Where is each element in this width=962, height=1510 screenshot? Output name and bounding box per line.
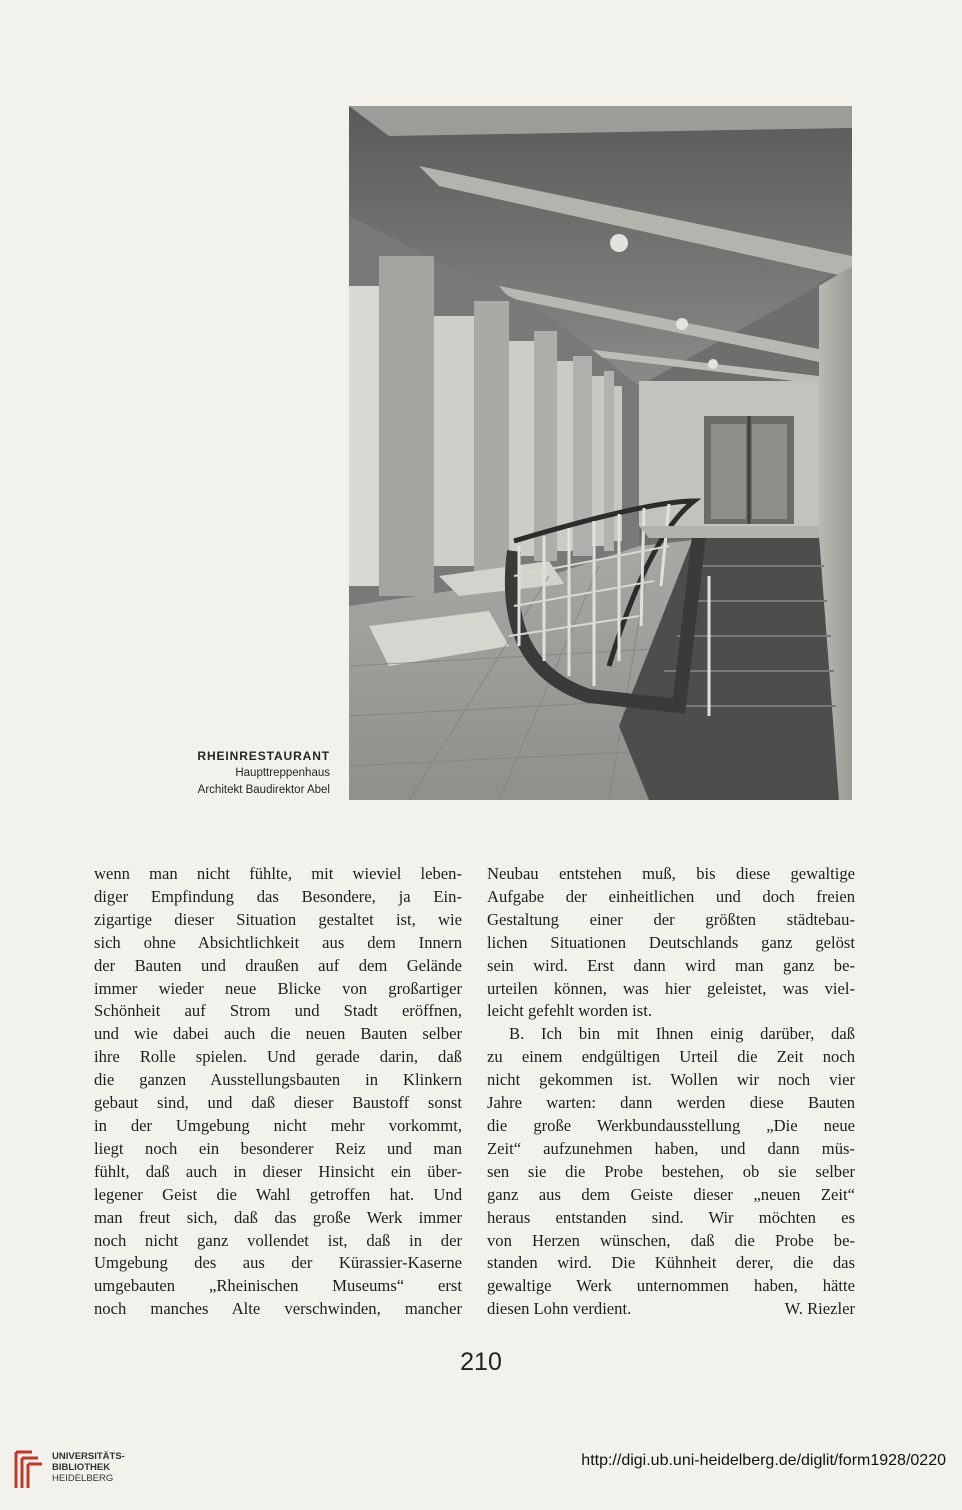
page-number: 210 <box>460 1348 502 1376</box>
library-name-line2: BIBLIOTHEK <box>52 1462 111 1473</box>
text-line: Aufgabe der einheitlichen und doch freien <box>487 886 855 906</box>
window <box>349 286 379 586</box>
text-line: B. Ich bin mit Ihnen einig darüber, daß <box>509 1024 855 1044</box>
text-line: umgebauten „Rheinischen Museums“ erst <box>94 1276 462 1296</box>
text-line: Zeit“ aufzunehmen haben, und dann müs- <box>487 1138 855 1158</box>
text-line: Schönheit auf Strom und Stadt eröffnen, <box>94 1001 462 1021</box>
ceiling-lamp <box>708 359 718 369</box>
library-name-line3: HEIDELBERG <box>52 1473 114 1484</box>
pillar <box>604 371 614 551</box>
window <box>509 341 534 556</box>
author-signature: W. Riezler <box>784 1299 855 1319</box>
text-line: und wie dabei auch die neuen Bauten selber <box>94 1024 462 1044</box>
text-column-right <box>487 863 855 1321</box>
text-line: der Bauten und draußen auf dem Gelände <box>94 955 462 975</box>
staircase-photo <box>349 106 852 800</box>
staircase-illustration <box>349 106 852 800</box>
ceiling-lamp <box>676 318 688 330</box>
text-line: zigartige dieser Situation gestaltet ist, wie <box>94 909 462 929</box>
text-line: ganz aus dem Geiste dieser „neuen Zeit“ <box>487 1184 855 1204</box>
text-line: sen sie die Probe bestehen, ob sie selber <box>487 1161 855 1181</box>
text-line: wenn man nicht fühlte, mit wieviel leben- <box>94 864 462 883</box>
text-line: nicht gekommen ist. Wollen wir noch vier <box>487 1070 855 1090</box>
text-line: liegt noch ein besonderer Reiz und man <box>94 1138 462 1158</box>
text-line: gebaut sind, und daß dieser Baustoff sonst <box>94 1093 462 1113</box>
window <box>434 316 474 566</box>
text-line: zu einem endgültigen Urteil die Zeit noch <box>487 1047 855 1067</box>
ceiling-lamp <box>610 234 628 252</box>
library-emblem-icon <box>12 1448 44 1492</box>
text-line: heraus entstanden sind. Wir möchten es <box>487 1207 855 1227</box>
caption-title: RHEINRESTAURANT <box>197 749 330 763</box>
text-line: die ganzen Ausstellungsbauten in Klinkern <box>94 1070 462 1090</box>
text-line: man freut sich, daß das große Werk immer <box>94 1207 462 1227</box>
text-line: ihre Rolle spielen. Und gerade darin, daß <box>94 1047 462 1067</box>
photo-caption <box>197 748 330 799</box>
text-line: die große Werkbundausstellung „Die neue <box>487 1115 855 1135</box>
closing-line <box>487 1298 855 1321</box>
library-logo <box>12 1448 125 1492</box>
library-name-line1: UNIVERSITÄTS- <box>52 1451 125 1462</box>
text-line: Umgebung des aus der Kürassier-Kaserne <box>94 1253 462 1273</box>
pillar <box>474 301 509 571</box>
text-line: gewaltige Werk unternommen haben, hätte <box>487 1276 855 1296</box>
source-url[interactable]: http://digi.ub.uni-heidelberg.de/diglit/form1928/0220 <box>581 1452 946 1469</box>
pillar <box>379 256 434 596</box>
text-line: noch manches Alte verschwinden, mancher <box>94 1299 462 1319</box>
text-line: diger Empfindung das Besondere, ja Ein- <box>94 886 462 906</box>
text-line: in der Umgebung nicht mehr vorkommt, <box>94 1115 462 1135</box>
caption-subtitle: Haupttreppenhaus <box>235 767 330 779</box>
text-line: standen wird. Die Kühnheit derer, die das <box>487 1253 855 1273</box>
text-line: sein wird. Erst dann wird man ganz be- <box>487 955 855 975</box>
text-line: legener Geist die Wahl getroffen hat. Und <box>94 1184 462 1204</box>
pillar <box>534 331 557 561</box>
closing-text: diesen Lohn verdient. <box>487 1299 632 1319</box>
text-line: leicht gefehlt worden ist. <box>487 1001 652 1021</box>
text-line: noch nicht ganz vollendet ist, daß in der <box>94 1230 462 1250</box>
text-line: urteilen können, was hier geleistet, was viel- <box>487 978 855 998</box>
text-line: fühlt, daß auch in dieser Hinsicht ein über- <box>94 1161 462 1181</box>
text-line: Jahre warten: dann werden diese Bauten <box>487 1093 855 1113</box>
caption-architect: Architekt Baudirektor Abel <box>197 784 330 796</box>
text-line: immer wieder neue Blicke von großartiger <box>94 978 462 998</box>
text-line: Gestaltung einer der größten städtebau- <box>487 909 855 929</box>
text-column-left <box>94 863 462 1321</box>
text-line: von Herzen wünschen, daß die Probe be- <box>487 1230 855 1250</box>
text-line: lichen Situationen Deutschlands ganz gelöst <box>487 932 855 952</box>
text-line: sich ohne Absichtlichkeit aus dem Innern <box>94 932 462 952</box>
text-line: Neubau entstehen muß, bis diese gewaltige <box>487 864 855 883</box>
